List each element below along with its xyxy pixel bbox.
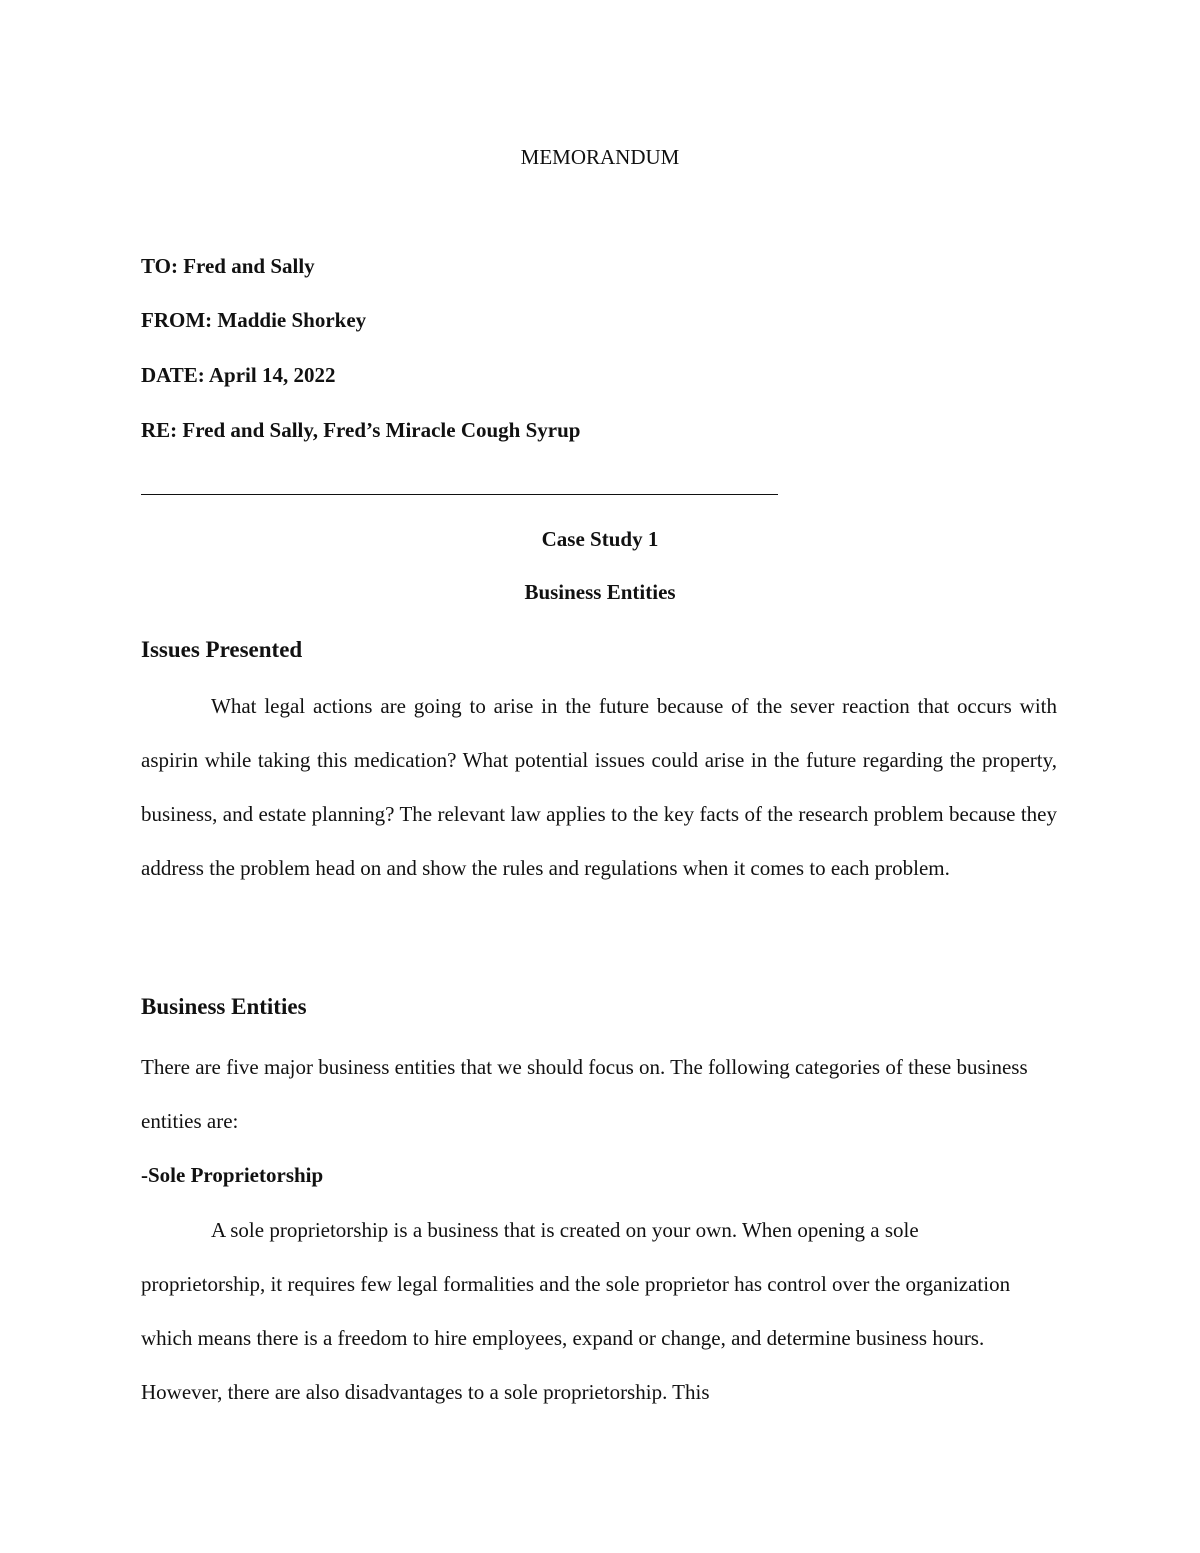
memo-from-line: FROM: Maddie Shorkey <box>141 308 367 332</box>
entities-heading: Business Entities <box>141 994 307 1019</box>
memo-title: MEMORANDUM <box>520 145 680 169</box>
issues-heading: Issues Presented <box>141 637 303 662</box>
memo-re-line: RE: Fred and Sally, Fred’s Miracle Cough Syrup <box>141 418 581 442</box>
issues-paragraph: What legal actions are going to arise in the future because of the sever reaction that occurs with aspirin while taking this medication? What potential issues could arise in the future regarding the property, business, and estate planning? The relevant law applies to the key facts of the research problem because they address the problem head on and show the rules and regulations when it comes to each problem. <box>141 694 1057 880</box>
case-title: Case Study 1 <box>541 527 659 551</box>
sole-proprietorship-heading: -Sole Proprietorship <box>141 1163 324 1187</box>
header-divider <box>141 494 778 495</box>
case-subtitle: Business Entities <box>524 580 676 604</box>
entities-intro-paragraph: There are five major business entities that we should focus on. The following categories of these business entities are: <box>141 1055 1028 1133</box>
memo-to-line: TO: Fred and Sally <box>141 254 315 278</box>
memo-date-line: DATE: April 14, 2022 <box>141 363 336 387</box>
sole-proprietorship-paragraph: A sole proprietorship is a business that is created on your own. When opening a sole proprietorship, it requires few legal formalities and the sole proprietor has control over the organization which means there is a freedom to hire employees, expand or change, and determine business hours. However, there are also disadvantages to a sole proprietorship. This <box>141 1218 1011 1404</box>
